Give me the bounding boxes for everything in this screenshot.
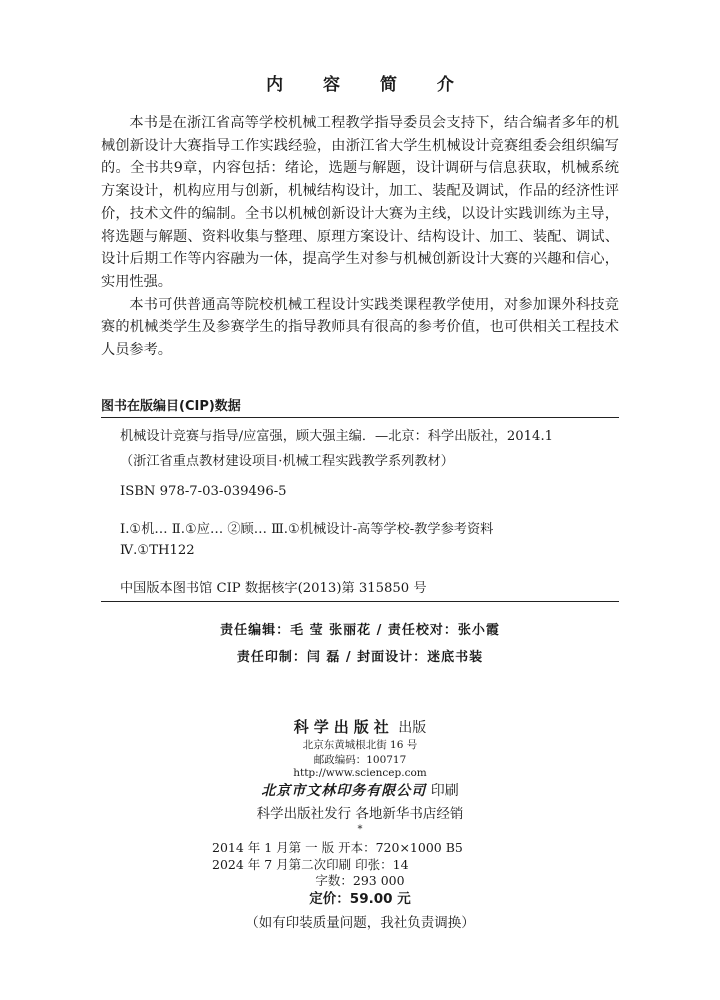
publisher-url: http://www.sciencep.com	[293, 767, 427, 779]
publisher-postcode: 邮政编码：100717	[313, 754, 407, 766]
price: 定价：59.00 元	[309, 891, 411, 907]
cip-heading: 图书在版编目(CIP)数据	[101, 399, 241, 414]
production-credits: 责任印制：闫 磊 / 封面设计：迷底书装	[236, 650, 484, 665]
page-title: 内 容 简 介	[266, 75, 471, 95]
isbn: ISBN 978-7-03-039496-5	[120, 484, 287, 499]
classification-code: Ⅳ.①TH122	[120, 543, 195, 558]
printing-line: 2024 年 7 月第二次印刷 印张：14	[212, 857, 409, 872]
summary-paragraph-2: 本书可供普通高等院校机械工程设计实践类课程教学使用，对参加课外科技竞赛的机械类学生及参赛学生的指导教师具有很高的参考价值，也可供相关工程技术人员参考。	[101, 296, 619, 359]
distribution-line: 科学出版社发行 各地新华书店经销	[256, 806, 464, 822]
edition-line: 2014 年 1 月第 一 版 开本：720×1000 B5	[212, 840, 463, 855]
publisher-suffix: 出版	[398, 720, 427, 736]
cip-record-line: 机械设计竞赛与指导/应富强，顾大强主编．—北京：科学出版社，2014.1	[120, 429, 554, 444]
cip-top-rule	[101, 417, 619, 418]
publisher-address: 北京东黄城根北街 16 号	[302, 739, 418, 751]
quality-notice: （如有印装质量问题，我社负责调换）	[245, 915, 475, 931]
printer-name: 北京市文林印务有限公司	[261, 783, 427, 799]
word-count: 字数：293 000	[315, 873, 405, 888]
classification-line: Ⅰ.①机… Ⅱ.①应… ②顾… Ⅲ.①机械设计-高等学校-教学参考资料	[120, 522, 494, 537]
cip-data-number: 中国版本图书馆 CIP 数据核字(2013)第 315850 号	[120, 581, 427, 596]
cip-series-line: （浙江省重点教材建设项目·机械工程实践教学系列教材）	[120, 454, 454, 469]
publisher-name: 科学出版社	[293, 718, 394, 736]
summary-paragraph-1: 本书是在浙江省高等学校机械工程教学指导委员会支持下，结合编者多年的机械创新设计大赛指导工作实践经验，由浙江省大学生机械设计竞赛组委会组织编写的。全书共9章，内容包括：绪论，选题与解题，设计调研与信息获取，机械系统方案设计，机构应用与创新，机械结构设计，加工、装配及调试，作品的经济性评价，技术文件的编制。全书以机械创新设计大赛为主线，以设计实践训练为主导，将选题与解题、资料收集与整理、原理方案设计、结构设计、加工、装配、调试、设计后期工作等内容融为一体，提高学生对参与机械创新设计大赛的兴趣和信心，实用性强。	[101, 115, 619, 290]
printer-line	[0, 780, 720, 800]
cip-bottom-rule	[101, 601, 619, 602]
editor-credits: 责任编辑：毛 莹 张丽花 / 责任校对：张小霞	[220, 623, 500, 638]
publisher-line	[0, 716, 720, 737]
printer-suffix: 印刷	[430, 783, 459, 799]
separator-star: *	[357, 824, 363, 835]
content-summary	[101, 112, 619, 362]
